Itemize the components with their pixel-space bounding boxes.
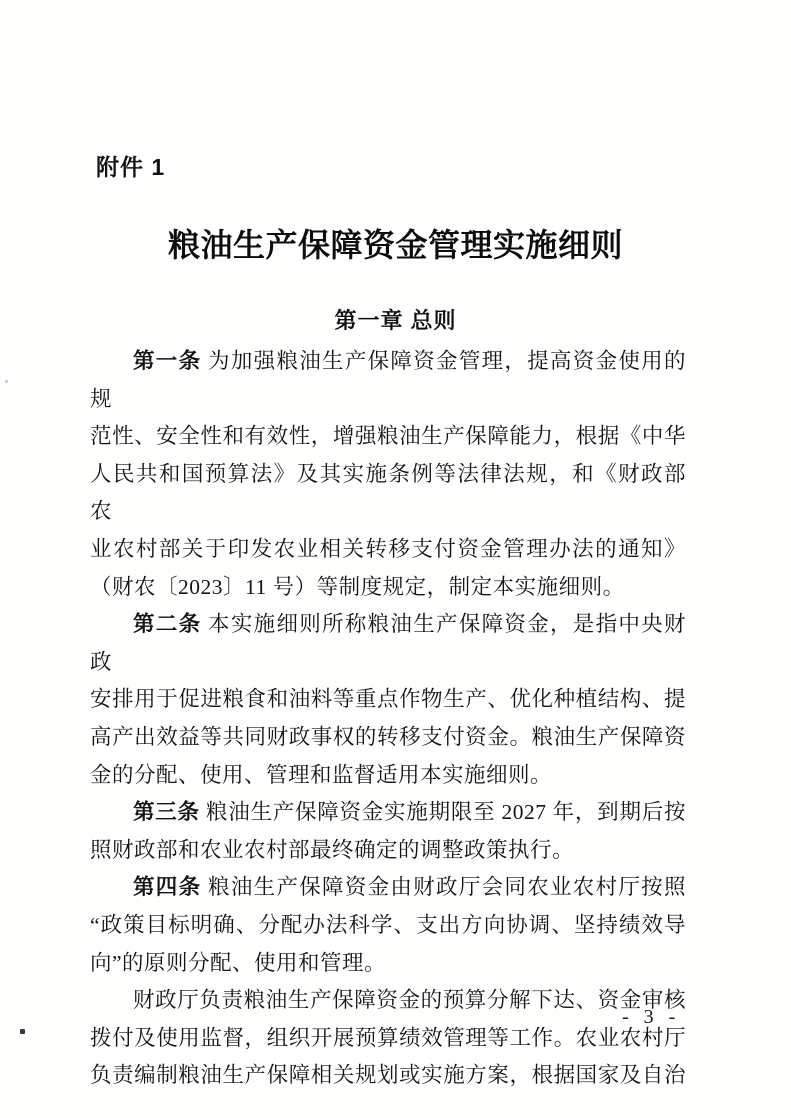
paragraph-duties <box>90 982 686 1095</box>
paragraph-article-4 <box>90 869 686 982</box>
attachment-label: 附件 1 <box>96 154 166 180</box>
article-number: 第二条 <box>133 612 202 637</box>
body-line-text: “政策目标明确、分配办法科学、支出方向协调、坚持绩效导 <box>90 912 686 937</box>
body-line-text: 本实施细则所称粮油生产保障资金，是指中央财政 <box>90 612 686 674</box>
body-line-text: 业农村部关于印发农业相关转移支付资金管理办法的通知》 <box>90 536 686 561</box>
body-line-text: 高产出效益等共同财政事权的转移支付资金。粮油生产保障资 <box>90 724 686 749</box>
body-line-text: 粮油生产保障资金由财政厅会同农业农村厅按照 <box>201 875 686 900</box>
document-body <box>90 343 686 1095</box>
body-line <box>90 945 686 983</box>
body-line-text: 金的分配、使用、管理和监督适用本实施细则。 <box>90 762 553 787</box>
body-line <box>90 418 686 456</box>
body-line <box>90 456 686 531</box>
body-line-text: 照财政部和农业农村部最终确定的调整政策执行。 <box>90 837 575 862</box>
body-line <box>90 681 686 719</box>
body-line-text: 安排用于促进粮食和油料等重点作物生产、优化种植结构、提 <box>90 687 686 712</box>
body-line <box>90 869 686 907</box>
body-line <box>90 757 686 795</box>
chapter-heading: 第一章 总则 <box>334 308 457 333</box>
body-line <box>90 907 686 945</box>
body-line-text: 向”的原则分配、使用和管理。 <box>90 950 387 975</box>
body-line <box>90 832 686 870</box>
scan-dot-artifact <box>20 1029 25 1034</box>
body-line-text: 负责编制粮油生产保障相关规划或实施方案，根据国家及自治 <box>90 1063 686 1088</box>
body-line <box>90 531 686 569</box>
article-number: 第一条 <box>133 349 202 373</box>
body-line-text: 财政厅负责粮油生产保障资金的预算分解下达、资金审核 <box>133 988 686 1013</box>
body-line-text: 为加强粮油生产保障资金管理，提高资金使用的规 <box>90 349 686 411</box>
article-number: 第四条 <box>133 875 202 900</box>
body-line-text: 粮油生产保障资金实施期限至 2027 年，到期后按 <box>199 800 686 825</box>
body-line-text: 人民共和国预算法》及其实施条例等法律法规，和《财政部 农 <box>90 461 686 524</box>
body-line <box>90 343 686 418</box>
body-line <box>90 606 686 681</box>
body-line <box>90 719 686 757</box>
document-title: 粮油生产保障资金管理实施细则 <box>167 227 623 263</box>
paragraph-article-1 <box>90 343 686 606</box>
scan-dot-artifact <box>5 380 8 383</box>
body-line-text: （财农〔2023〕11 号）等制度规定，制定本实施细则。 <box>90 574 625 599</box>
body-line <box>90 1020 686 1058</box>
page-number: - 3 - <box>622 1006 681 1028</box>
article-number: 第三条 <box>133 800 200 825</box>
body-line <box>90 982 686 1020</box>
body-line <box>90 1057 686 1095</box>
body-line-text: 范性、安全性和有效性，增强粮油生产保障能力，根据《中华 <box>90 424 686 449</box>
paragraph-article-3 <box>90 794 686 869</box>
body-line <box>90 569 686 607</box>
body-line-text: 拨付及使用监督，组织开展预算绩效管理等工作。农业农村厅 <box>90 1025 686 1050</box>
paragraph-article-2 <box>90 606 686 794</box>
body-line <box>90 794 686 832</box>
